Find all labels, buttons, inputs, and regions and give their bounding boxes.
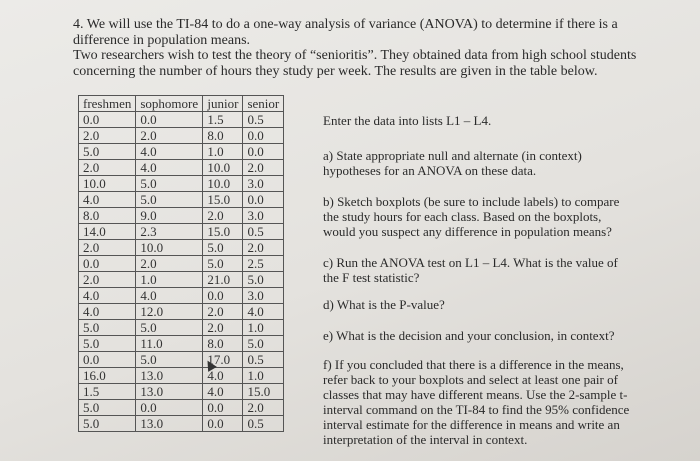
table-cell: 2.0 (203, 208, 243, 224)
table-cell: 15.0 (203, 192, 243, 208)
table-row (79, 272, 284, 288)
table-cell: 0.0 (243, 144, 284, 160)
table-cell: 10.0 (136, 240, 203, 256)
table-cell: 3.0 (243, 208, 284, 224)
table-cell: 11.0 (136, 336, 203, 352)
table-row (79, 144, 284, 160)
table-cell: 2.0 (203, 320, 243, 336)
table-cell: 0.5 (243, 112, 284, 128)
table-cell: 2.0 (243, 240, 284, 256)
table-cell: 4.0 (136, 144, 203, 160)
table-cell: 14.0 (79, 224, 136, 240)
table-cell: 5.0 (79, 416, 136, 432)
table-cell: 10.0 (203, 176, 243, 192)
table-row (79, 192, 284, 208)
question-a: a) State appropriate null and alternate (in context) hypotheses for an ANOVA on these data. (323, 148, 582, 178)
table-cell: 5.0 (79, 400, 136, 416)
table-cell: 0.0 (243, 128, 284, 144)
table-row (79, 160, 284, 176)
table-cell: 13.0 (136, 416, 203, 432)
table-cell: 2.3 (136, 224, 203, 240)
table-cell: 8.0 (203, 128, 243, 144)
table-cell: 10.0 (203, 160, 243, 176)
table-row (79, 176, 284, 192)
table-cell: 2.0 (203, 304, 243, 320)
table-row (79, 224, 284, 240)
table-cell: 0.0 (136, 112, 203, 128)
intro-line1: 4. We will use the TI-84 to do a one-way analysis of variance (ANOVA) to determine if there is a difference in population means. (73, 17, 618, 48)
table-header-row (79, 96, 284, 112)
table-cell: 0.5 (243, 224, 284, 240)
table-row (79, 240, 284, 256)
table-cell: 5.0 (136, 352, 203, 368)
table-cell: 16.0 (79, 368, 136, 384)
table-cell: 3.0 (243, 288, 284, 304)
table-cell: 5.0 (203, 240, 243, 256)
table-cell: 0.0 (203, 416, 243, 432)
table-row (79, 304, 284, 320)
table-row (79, 368, 284, 384)
table-cell: 4.0 (136, 160, 203, 176)
column-header: junior (203, 96, 243, 112)
table-cell: 5.0 (136, 192, 203, 208)
table-cell: 5.0 (79, 144, 136, 160)
table-cell: 0.0 (203, 288, 243, 304)
table-cell: 4.0 (79, 304, 136, 320)
table-cell: 9.0 (136, 208, 203, 224)
table-cell: 5.0 (243, 272, 284, 288)
question-b: b) Sketch boxplots (be sure to include labels) to compare the study hours for each class. Based on the boxplots, would you suspect any difference in population means? (323, 194, 620, 239)
problem-intro (73, 17, 673, 79)
table-cell: 2.0 (243, 160, 284, 176)
table-cell: 5.0 (136, 320, 203, 336)
table-cell: 4.0 (243, 304, 284, 320)
table-cell: 17.0 (203, 352, 243, 368)
table-cell: 2.0 (79, 240, 136, 256)
table-cell: 1.0 (136, 272, 203, 288)
table-cell: 10.0 (79, 176, 136, 192)
table-cell: 1.5 (203, 112, 243, 128)
table-cell: 4.0 (136, 288, 203, 304)
table-cell: 8.0 (203, 336, 243, 352)
question-f: f) If you concluded that there is a difference in the means, refer back to your boxplots and select at least one pair of classes that may have different means. Use the 2-sample t-interval command on the TI-84 to find the 95% confidence interval estimate for the difference in means and write an interpretation of the interval in context. (323, 357, 630, 447)
table-cell: 2.0 (79, 128, 136, 144)
question-e: e) What is the decision and your conclusion, in context? (323, 328, 615, 343)
table-cell: 1.5 (79, 384, 136, 400)
table-cell: 2.0 (136, 256, 203, 272)
column-header: freshmen (79, 96, 136, 112)
column-header: senior (243, 96, 284, 112)
table-cell: 2.0 (79, 160, 136, 176)
table-cell: 5.0 (203, 256, 243, 272)
table-cell: 21.0 (203, 272, 243, 288)
table-cell: 15.0 (203, 224, 243, 240)
table-row (79, 384, 284, 400)
instruction-enter-data: Enter the data into lists L1 – L4. (323, 113, 492, 128)
table-cell: 1.0 (243, 368, 284, 384)
table-cell: 0.5 (243, 416, 284, 432)
table-cell: 4.0 (203, 368, 243, 384)
table-cell: 2.0 (243, 400, 284, 416)
intro-line2: Two researchers wish to test the theory of “senioritis”. They obtained data from high school students concerning the number of hours they study per week. The results are given in the table below. (73, 48, 637, 79)
table-cell: 8.0 (79, 208, 136, 224)
table-cell: 5.0 (243, 336, 284, 352)
table-row (79, 256, 284, 272)
question-c: c) Run the ANOVA test on L1 – L4. What is the value of the F test statistic? (323, 255, 618, 285)
table-row (79, 336, 284, 352)
table-row (79, 128, 284, 144)
table-cell: 0.0 (79, 256, 136, 272)
table-cell: 12.0 (136, 304, 203, 320)
table-cell: 5.0 (79, 320, 136, 336)
table-cell: 4.0 (79, 192, 136, 208)
table-cell: 0.5 (243, 352, 284, 368)
table-cell: 4.0 (79, 288, 136, 304)
table-row (79, 208, 284, 224)
column-header: sophomore (136, 96, 203, 112)
table-cell: 5.0 (79, 336, 136, 352)
table-row (79, 352, 284, 368)
table-cell: 5.0 (136, 176, 203, 192)
table-cell: 0.0 (79, 352, 136, 368)
table-cell: 13.0 (136, 384, 203, 400)
table-cell: 0.0 (243, 192, 284, 208)
table-row (79, 288, 284, 304)
study-hours-table (78, 95, 284, 432)
table-cell: 3.0 (243, 176, 284, 192)
table-cell: 1.0 (203, 144, 243, 160)
table-cell: 1.0 (243, 320, 284, 336)
table-cell: 2.5 (243, 256, 284, 272)
question-d: d) What is the P-value? (323, 297, 445, 312)
table-row (79, 320, 284, 336)
table-cell: 0.0 (79, 112, 136, 128)
table-cell: 2.0 (136, 128, 203, 144)
table-row (79, 112, 284, 128)
table-cell: 0.0 (136, 400, 203, 416)
table-row (79, 416, 284, 432)
table-cell: 0.0 (203, 400, 243, 416)
table-cell: 2.0 (79, 272, 136, 288)
table-cell: 13.0 (136, 368, 203, 384)
table-row (79, 400, 284, 416)
table-cell: 4.0 (203, 384, 243, 400)
table-cell: 15.0 (243, 384, 284, 400)
